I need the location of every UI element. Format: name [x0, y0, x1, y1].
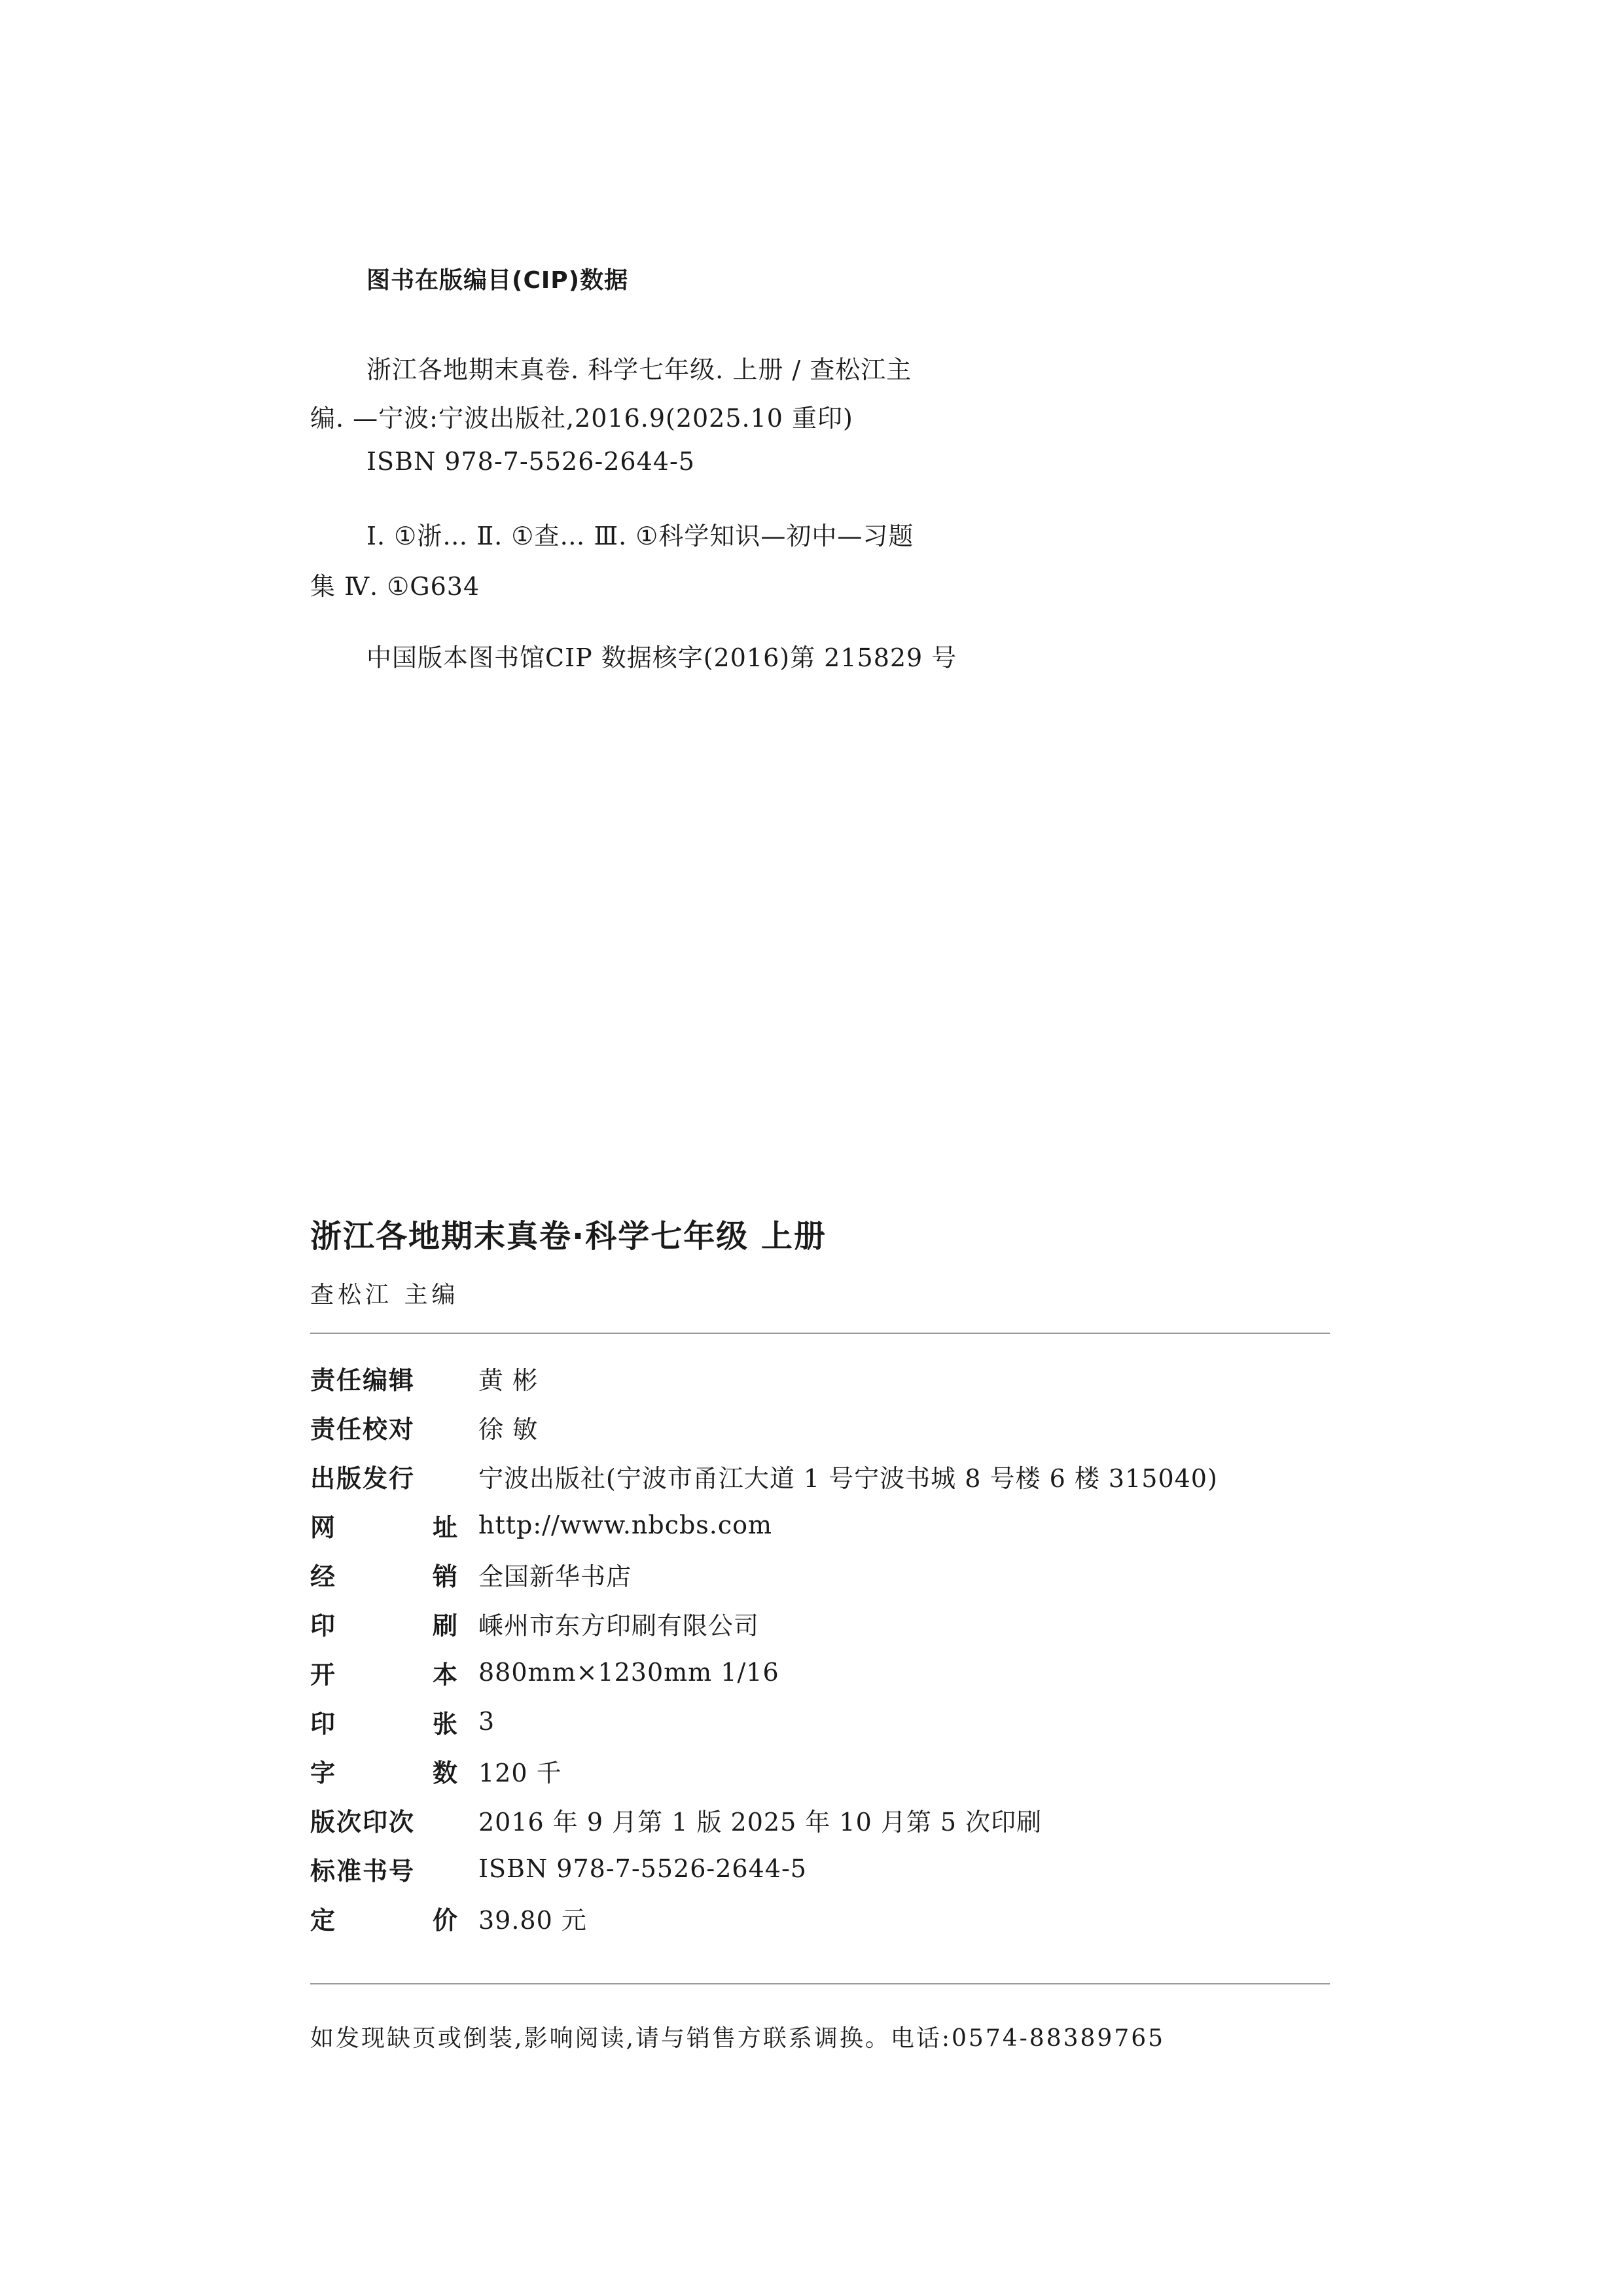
info-row	[310, 1852, 807, 1885]
info-value: http://www.nbcbs.com	[478, 1511, 773, 1539]
info-value: 宁波出版社(宁波市甬江大道 1 号宁波书城 8 号楼 6 楼 315040)	[478, 1463, 1218, 1493]
info-label: 经 销	[310, 1562, 457, 1591]
info-value: 120 千	[478, 1758, 562, 1787]
info-label: 责任编辑	[310, 1365, 416, 1395]
info-row	[310, 1607, 759, 1640]
info-value: 嵊州市东方印刷有限公司	[478, 1611, 760, 1640]
cip-data-number: 中国版本图书馆CIP 数据核字(2016)第 215829 号	[366, 643, 957, 672]
info-label: 责任校对	[310, 1414, 416, 1444]
info-row	[310, 1705, 495, 1738]
cip-record-line-2: 编. —宁波:宁波出版社,2016.9(2025.10 重印)	[310, 404, 853, 433]
info-label: 网 址	[310, 1513, 457, 1542]
info-value: 880mm×1230mm 1/16	[478, 1658, 779, 1687]
cip-classification-line-2: 集 Ⅳ. ①G634	[310, 572, 480, 601]
info-value: ISBN 978-7-5526-2644-5	[478, 1854, 807, 1883]
info-label: 版次印次	[310, 1807, 416, 1837]
cip-classification-line-1: Ⅰ. ①浙… Ⅱ. ①查… Ⅲ. ①科学知识—初中—习题	[366, 522, 914, 550]
book-editor: 查松江 主编	[310, 1282, 459, 1308]
info-row	[310, 1558, 632, 1590]
info-row	[310, 1460, 1218, 1492]
info-label: 出版发行	[310, 1463, 416, 1493]
info-label: 字 数	[310, 1758, 457, 1787]
info-label: 标准书号	[310, 1856, 416, 1886]
info-label: 开 本	[310, 1660, 457, 1689]
info-row	[310, 1656, 779, 1689]
info-row	[310, 1410, 538, 1443]
info-value: 黄 彬	[478, 1365, 539, 1395]
info-row	[310, 1754, 562, 1787]
book-title: 浙江各地期末真卷·科学七年级 上册	[310, 1218, 827, 1255]
info-value: 2016 年 9 月第 1 版 2025 年 10 月第 5 次印刷	[478, 1807, 1043, 1837]
cip-heading: 图书在版编目(CIP)数据	[366, 267, 629, 294]
footer-exchange-note: 如发现缺页或倒装,影响阅读,请与销售方联系调换。电话:0574-88389765	[310, 2025, 1166, 2052]
info-value: 3	[478, 1707, 495, 1736]
info-label: 印 张	[310, 1709, 457, 1738]
info-row	[310, 1509, 772, 1541]
info-row	[310, 1901, 587, 1934]
info-label: 定 价	[310, 1905, 457, 1935]
info-value: 全国新华书店	[478, 1562, 632, 1591]
info-row	[310, 1803, 1042, 1836]
top-divider	[310, 1333, 1330, 1334]
cip-isbn-line: ISBN 978-7-5526-2644-5	[366, 447, 695, 476]
info-label: 印 刷	[310, 1611, 457, 1640]
bottom-divider	[310, 1983, 1330, 1984]
info-value: 39.80 元	[478, 1905, 587, 1935]
cip-record-line-1: 浙江各地期末真卷. 科学七年级. 上册 / 查松江主	[366, 355, 912, 384]
info-value: 徐 敏	[478, 1414, 539, 1444]
info-row	[310, 1361, 538, 1394]
